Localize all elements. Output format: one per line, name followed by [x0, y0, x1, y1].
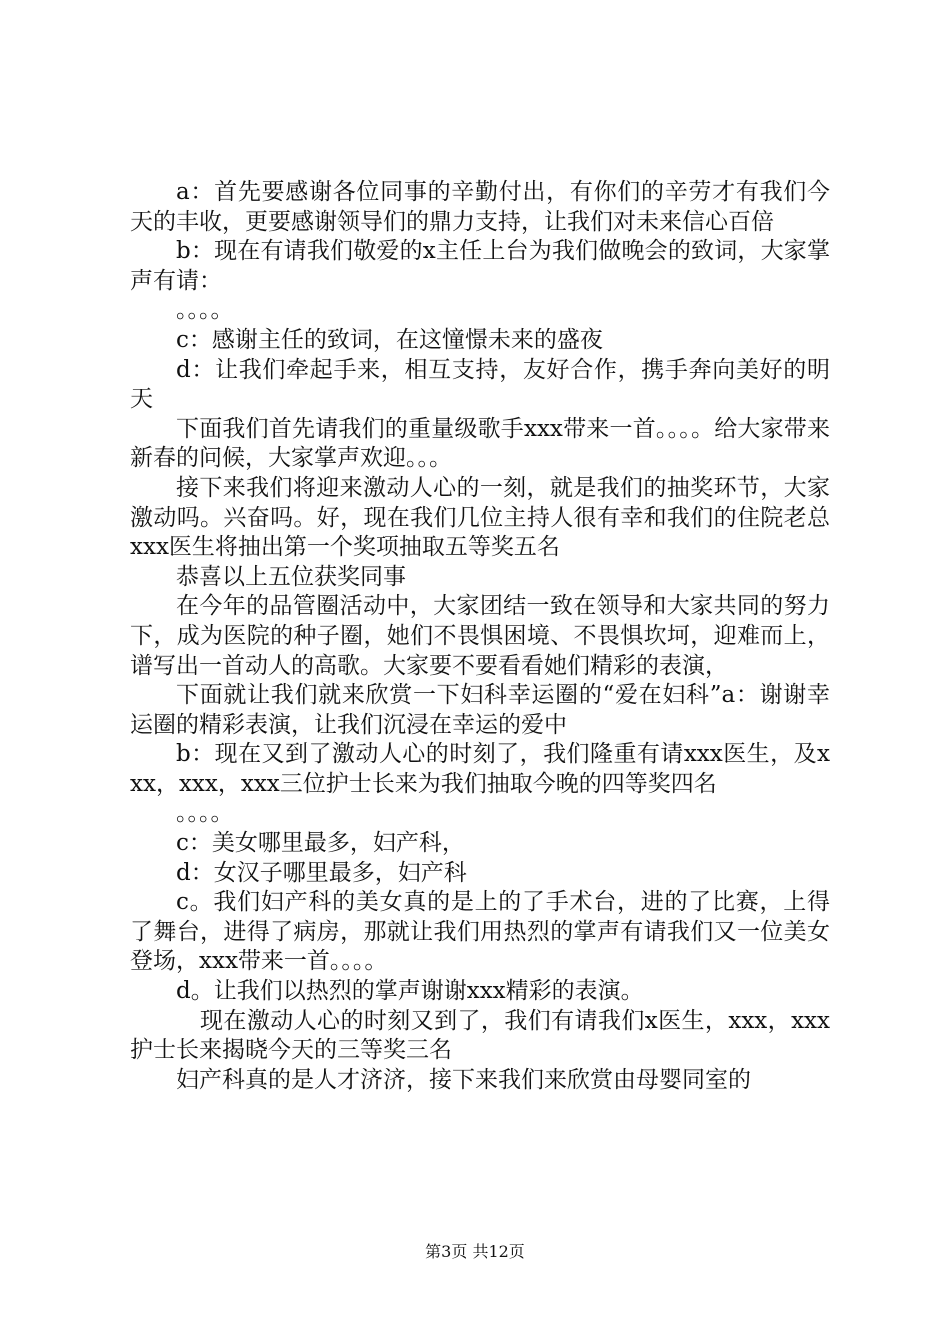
paragraph-gynecology-performance: 下面就让我们就来欣赏一下妇科幸运圈的“爱在妇科”a：谢谢幸运圈的精彩表演，让我们沉浸在幸运的爱中: [130, 682, 830, 738]
paragraph-third-prize: 现在激动人心的时刻又到了，我们有请我们x医生，xxx，xxx护士长来揭晓今天的三等奖三名: [130, 1007, 830, 1064]
paragraph-host-b-invite-director: b：现在有请我们敬爱的x主任上台为我们做晚会的致词，大家掌声有请：: [130, 238, 830, 294]
paragraph-ellipsis-2: 。。。。: [176, 800, 234, 827]
paragraph-host-a-thanks: a：首先要感谢各位同事的辛勤付出，有你们的辛劳才有我们今天的丰收，更要感谢领导们的鼎力支持，让我们对未来信心百倍: [130, 179, 830, 235]
paragraph-host-d-applause: d。让我们以热烈的掌声谢谢xxx精彩的表演。: [176, 978, 644, 1005]
paragraph-talent-intro: 妇产科真的是人才济济，接下来我们来欣赏由母婴同室的: [176, 1066, 751, 1093]
document-body: [130, 178, 830, 1095]
paragraph-host-c-thanks-speech: c：感谢主任的致词，在这憧憬未来的盛夜: [176, 326, 603, 353]
paragraph-host-b-fourth-prize: b：现在又到了激动人心的时刻了，我们隆重有请xxx医生，及xxx，xxx，xxx三位护士长来为我们抽取今晚的四等奖四名: [130, 741, 830, 797]
paragraph-congrats-winners: 恭喜以上五位获奖同事: [176, 563, 406, 590]
paragraph-host-d-tough-women: d：女汉子哪里最多，妇产科: [176, 859, 467, 886]
paragraph-quality-circle: 在今年的品管圈活动中，大家团结一致在领导和大家共同的努力下，成为医院的种子圈，她们不畏惧困境、不畏惧坎坷，迎难而上，谱写出一首动人的高歌。大家要不要看看她们精彩的表演，: [130, 593, 830, 679]
paragraph-lottery-fifth-prize: 接下来我们将迎来激动人心的一刻，就是我们的抽奖环节，大家激动吗。兴奋吗。好，现在我们几位主持人很有幸和我们的住院老总xxx医生将抽出第一个奖项抽取五等奖五名: [130, 474, 830, 561]
paragraph-host-c-next-singer: c。我们妇产科的美女真的是上的了手术台，进的了比赛，上得了舞台，进得了病房，那就让我们用热烈的掌声有请我们又一位美女登场，xxx带来一首。。。。: [130, 889, 830, 975]
paragraph-ellipsis: 。。。。: [176, 297, 234, 324]
page-number-footer: 第3页 共12页: [425, 1242, 525, 1261]
paragraph-host-c-beauties: c：美女哪里最多，妇产科，: [176, 830, 465, 857]
paragraph-first-song: 下面我们首先请我们的重量级歌手xxx带来一首。。。。给大家带来新春的问候，大家掌声欢迎。。。: [130, 415, 830, 472]
paragraph-host-d-hand-in-hand: d：让我们牵起手来，相互支持，友好合作，携手奔向美好的明天: [130, 356, 830, 413]
